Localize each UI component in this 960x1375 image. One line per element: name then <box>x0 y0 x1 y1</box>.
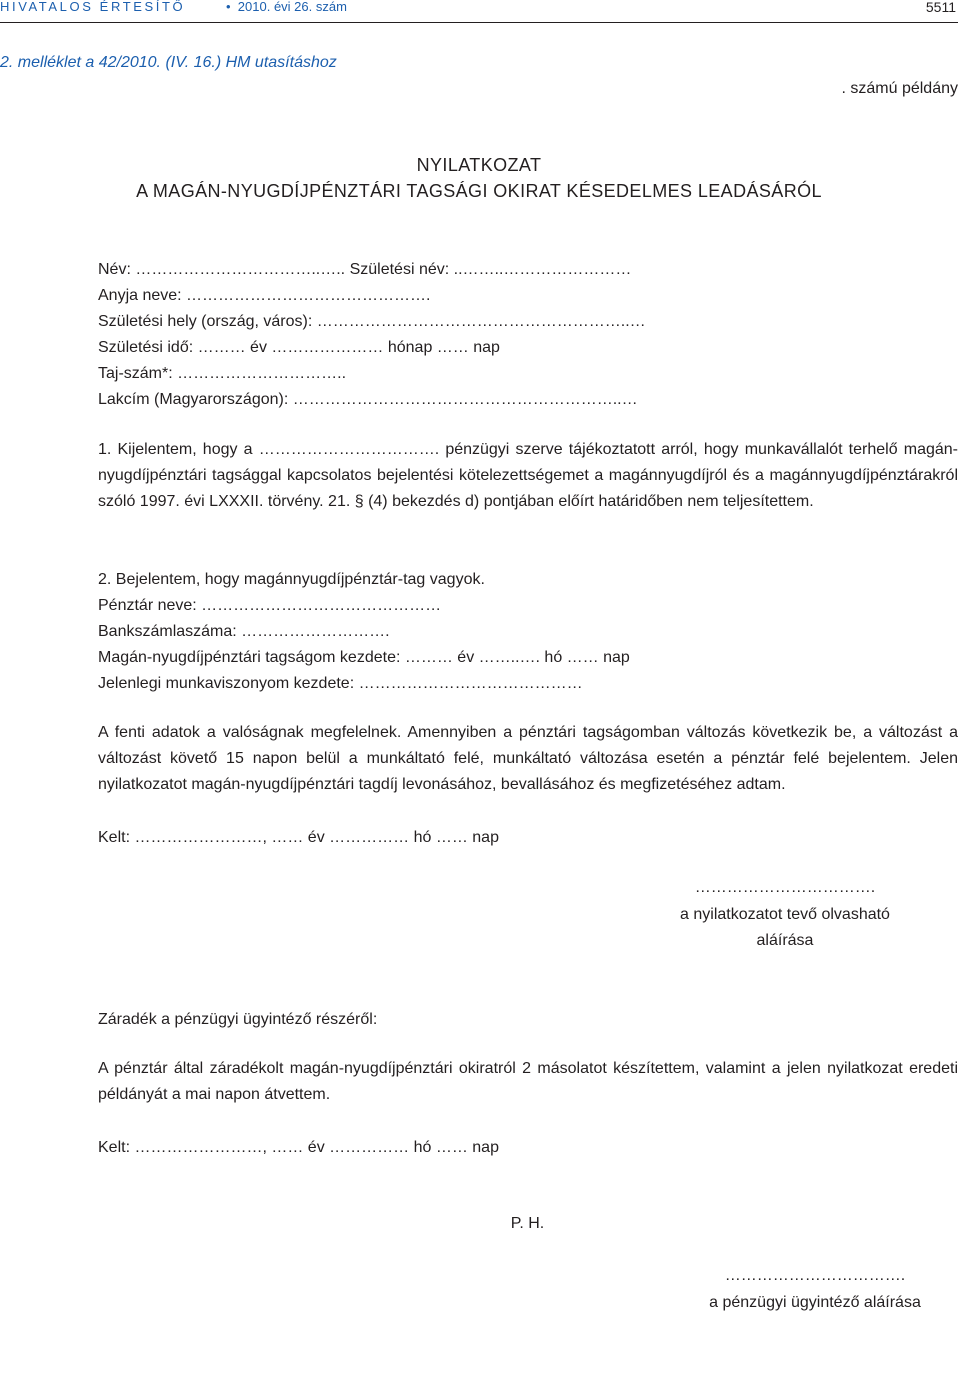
kelt-line-2: Kelt: ……………………, …… év …………… hó …… nap <box>98 1139 499 1156</box>
signature-1-dots: ……………………………. <box>694 879 876 896</box>
section-1-text: 1. Kijelentem, hogy a ……………………………. pénzügyi szerve tájékoztatott arról, hogy munkavállalót terhelő magán-nyugdíjpénztári tagsággal kapcsolatos bejelentési kötelezettségemet a magánnyugdíjról és a magánnyugdíjpénztárakról szóló 1997. évi LXXXII. törvény. 21. § (4) bekezdés d) pontjában előírt határidőben nem teljesítettem. <box>98 441 958 510</box>
signature-1-label: a nyilatkozatot tevő olvasható <box>680 906 890 923</box>
stamp-placeholder: P. H. <box>510 1215 545 1232</box>
address-field: Lakcím (Magyarországon): ……………………………………………………..… <box>98 391 638 408</box>
signature-1-label-2: aláírása <box>756 932 814 949</box>
clause-heading: Záradék a pénzügyi ügyintéző részéről: <box>98 1011 378 1028</box>
membership-start-field: Magán-nyugdíjpénztári tagságom kezdete: ……… év ……..…. hó …… nap <box>98 649 630 666</box>
clause-text: A pénztár által záradékolt magán-nyugdíjpénztári okiratról 2 másolatot készítettem, valamint a jelen nyilatkozat eredeti példányát a mai napon átvettem. <box>98 1060 958 1103</box>
mother-name-field: Anyja neve: ………………………………………. <box>98 287 431 304</box>
declaration-text: A fenti adatok a valóságnak megfelelnek. Amennyiben a pénztári tagságomban változás következik be, a változást a változást követő 15 napon belül a munkáltató felé, munkáltató változása esetén a pénztár felé bejelentem. Jelen nyilatkozatot magán-nyugdíjpénztári tagdíj levonásához, bevallásához és megfizetéséhez adtam. <box>98 724 958 793</box>
kelt-line-1: Kelt: ……………………, …… év …………… hó …… nap <box>98 829 499 846</box>
gazette-name: HIVATALOS ÉRTESÍTŐ <box>0 0 186 14</box>
running-head <box>0 0 958 23</box>
taj-field: Taj-szám*: ………………………….. <box>98 365 347 382</box>
document-subtitle: A MAGÁN-NYUGDÍJPÉNZTÁRI TAGSÁGI OKIRAT KÉSEDELMES LEADÁSÁRÓL <box>136 181 822 201</box>
page-number: 5511 <box>925 0 956 15</box>
annex-line: 2. melléklet a 42/2010. (IV. 16.) HM utasításhoz <box>0 54 337 71</box>
issue-date-text: 2010. évi 26. szám <box>237 0 347 14</box>
signature-2-label: a pénzügyi ügyintéző aláírása <box>709 1294 921 1311</box>
section-2-heading: 2. Bejelentem, hogy magánnyugdíjpénztár-tag vagyok. <box>98 571 485 588</box>
document-title: NYILATKOZAT <box>416 155 542 175</box>
header-bullet: • <box>226 0 231 14</box>
fund-name-field: Pénztár neve: ……………………………………… <box>98 597 442 614</box>
account-field: Bankszámlaszáma: ………………………. <box>98 623 390 640</box>
copy-number: . számú példány <box>841 80 958 97</box>
signature-2-dots: ……………………………. <box>724 1267 906 1284</box>
issue-date <box>226 0 347 14</box>
name-field: Név: ……………………………..….. Születési név: ..……..…………………… <box>98 261 632 278</box>
birthplace-field: Születési hely (ország, város): …………………………………………………..… <box>98 313 646 330</box>
employment-start-field: Jelenlegi munkaviszonyom kezdete: …………………………………… <box>98 675 583 692</box>
birthdate-field: Születési idő: ……… év ………………… hónap …… nap <box>98 339 500 356</box>
